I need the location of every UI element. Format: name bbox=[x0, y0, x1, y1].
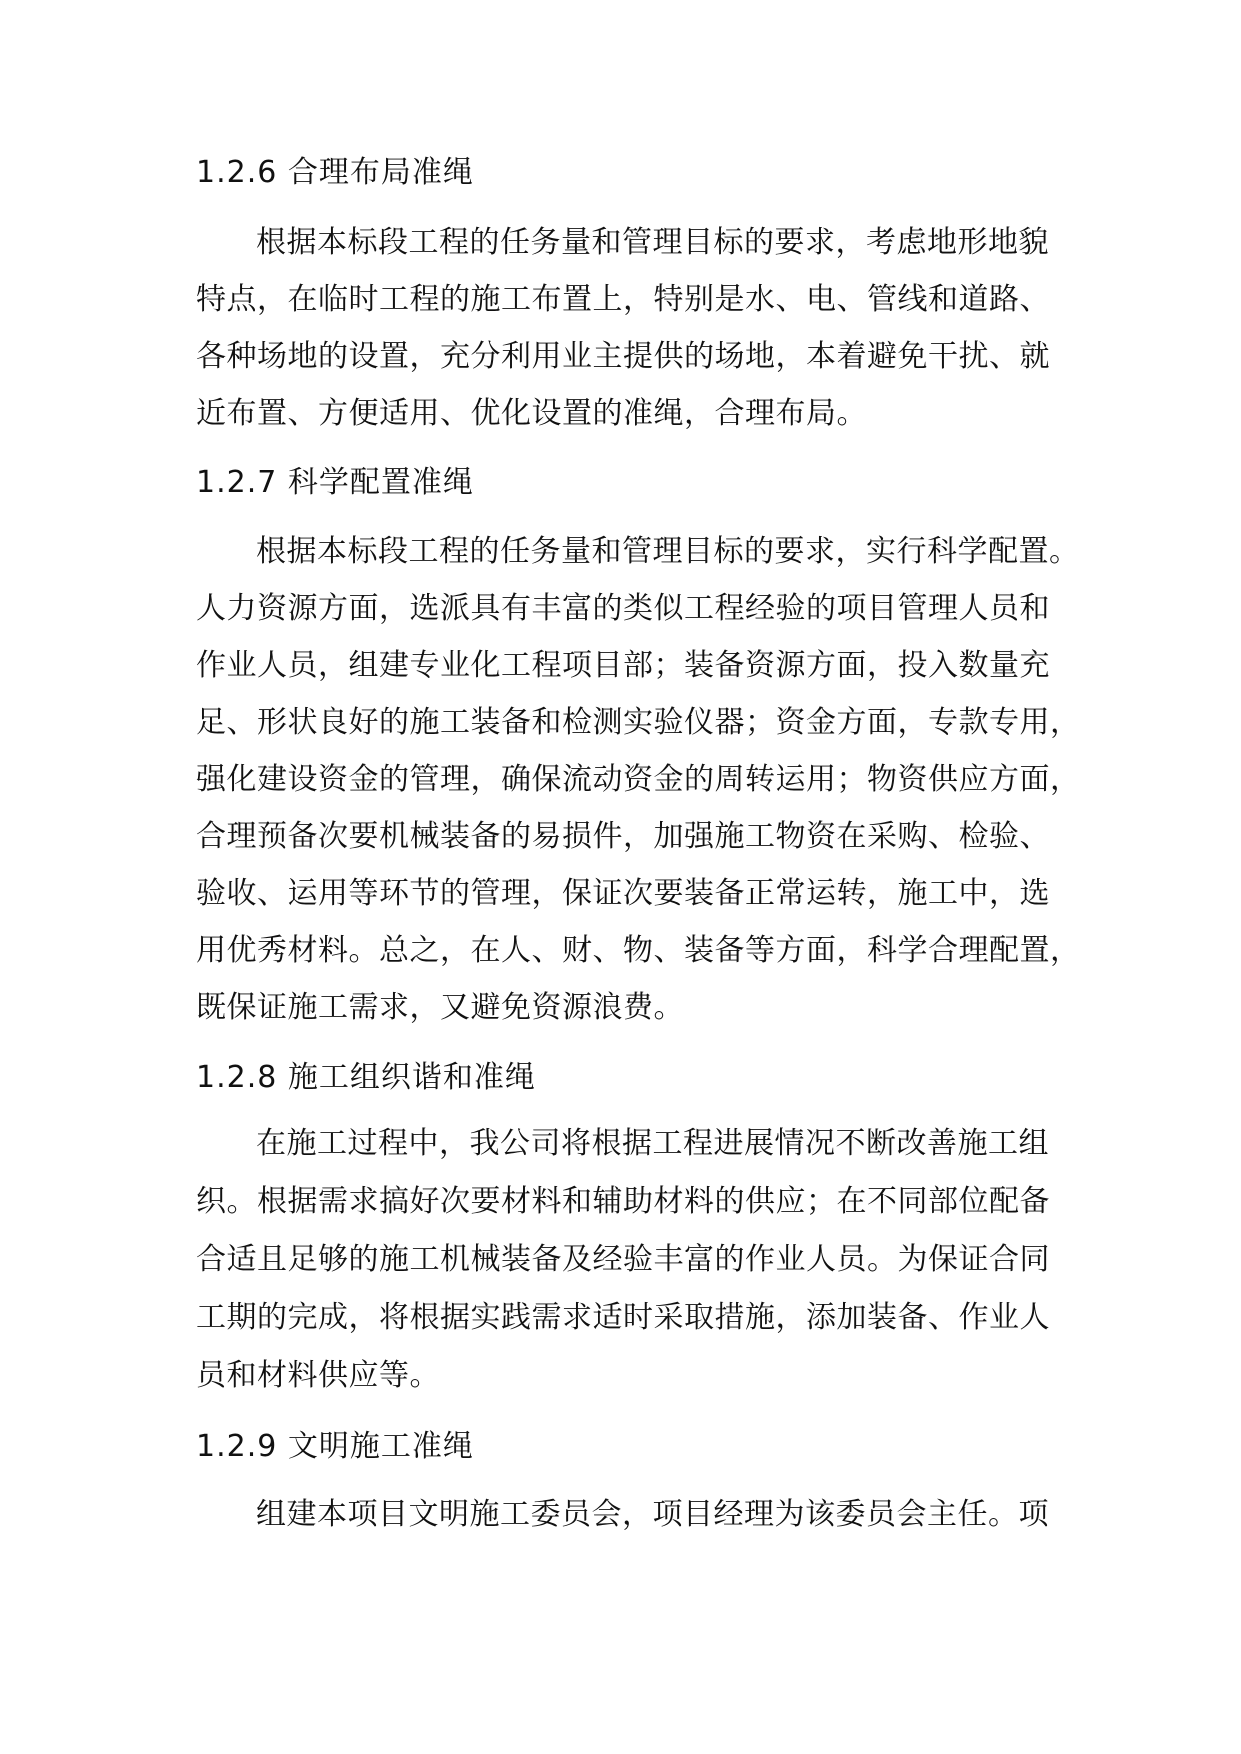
paragraph-line: 人力资源方面，选派具有丰富的类似工程经验的项目管理人员和 bbox=[196, 591, 1050, 626]
paragraph-line: 作业人员，组建专业化工程项目部；装备资源方面，投入数量充 bbox=[196, 648, 1050, 683]
paragraph-line: 在施工过程中，我公司将根据工程进展情况不断改善施工组 bbox=[256, 1126, 1049, 1161]
section-heading-1-2-7: 1.2.7 科学配置准绳 bbox=[196, 465, 474, 500]
paragraph-line: 强化建设资金的管理，确保流动资金的周转运用；物资供应方面， bbox=[196, 762, 1081, 797]
paragraph-line: 各种场地的设置，充分利用业主提供的场地，本着避免干扰、就 bbox=[196, 339, 1050, 374]
section-heading-1-2-9: 1.2.9 文明施工准绳 bbox=[196, 1429, 474, 1464]
paragraph-line: 特点，在临时工程的施工布置上，特别是水、电、管线和道路、 bbox=[196, 282, 1050, 317]
paragraph-line: 用优秀材料。总之，在人、财、物、装备等方面，科学合理配置， bbox=[196, 933, 1081, 968]
paragraph-line: 既保证施工需求，又避免资源浪费。 bbox=[196, 990, 684, 1025]
paragraph-line: 近布置、方便适用、优化设置的准绳，合理布局。 bbox=[196, 396, 867, 431]
paragraph-line: 织。根据需求搞好次要材料和辅助材料的供应；在不同部位配备 bbox=[196, 1184, 1050, 1219]
paragraph-line: 工期的完成，将根据实践需求适时采取措施，添加装备、作业人 bbox=[196, 1300, 1050, 1335]
paragraph-line: 员和材料供应等。 bbox=[196, 1358, 440, 1393]
paragraph-line: 根据本标段工程的任务量和管理目标的要求，考虑地形地貌 bbox=[256, 225, 1049, 260]
section-heading-1-2-8: 1.2.8 施工组织谐和准绳 bbox=[196, 1060, 536, 1095]
paragraph-line: 组建本项目文明施工委员会，项目经理为该委员会主任。项 bbox=[256, 1497, 1049, 1532]
paragraph-line: 合适且足够的施工机械装备及经验丰富的作业人员。为保证合同 bbox=[196, 1242, 1050, 1277]
section-heading-1-2-6: 1.2.6 合理布局准绳 bbox=[196, 155, 474, 190]
paragraph-line: 验收、运用等环节的管理，保证次要装备正常运转，施工中，选 bbox=[196, 876, 1050, 911]
paragraph-line: 足、形状良好的施工装备和检测实验仪器；资金方面，专款专用， bbox=[196, 705, 1081, 740]
paragraph-line: 根据本标段工程的任务量和管理目标的要求，实行科学配置。 bbox=[256, 534, 1080, 569]
paragraph-line: 合理预备次要机械装备的易损件，加强施工物资在采购、检验、 bbox=[196, 819, 1050, 854]
